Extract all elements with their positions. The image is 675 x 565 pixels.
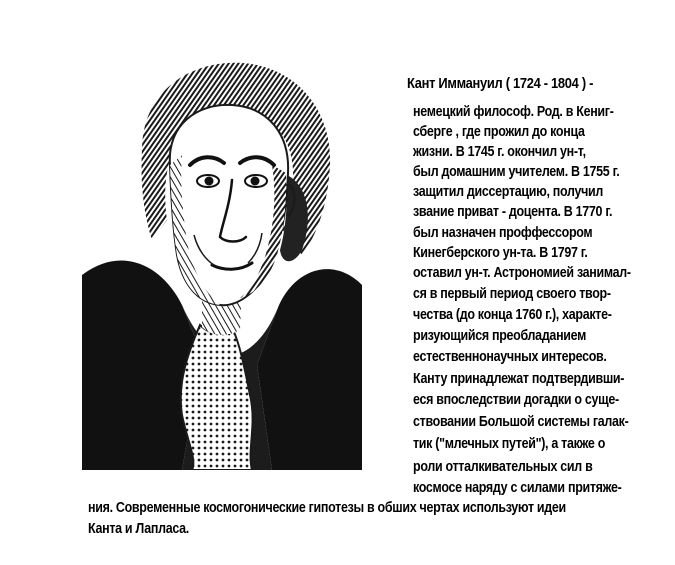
article-line: роли отталкивательных сил в [413,459,593,475]
article-heading: Кант Иммануил ( 1724 - 1804 ) - [407,75,594,92]
article-footer-line: ния. Современные космогонические гипотезы в обших чертах используют идеи [88,500,566,516]
article-line: естественнонаучных интересов. [413,349,607,365]
article-line: еся впоследствии догадки о суще- [413,392,619,408]
article-line: был назначен проффессором [413,225,593,241]
kant-portrait-icon [82,55,362,470]
article-line: защитил диссертацию, получил [413,184,604,200]
article-line: сберге , где прожил до конца [413,124,585,140]
article-line: оставил ун-т. Астрономией занимал- [413,265,631,281]
article-line: был домашним учителем. В 1755 г. [413,164,620,180]
article-line: чества (до конца 1760 г.), характе- [413,307,612,323]
article-line: звание приват - доцента. В 1770 г. [413,204,613,220]
article-line: ся в первый период своего твор- [413,286,611,302]
article-line: Кинегберского ун-та. В 1797 г. [413,245,588,261]
article-line: Канту принадлежат подтвердивши- [413,371,625,387]
article-line: немецкий философ. Род. в Кениг- [413,104,614,120]
article-line: ризующийся преобладанием [413,328,587,344]
article-line: космосе наряду с силами притяже- [413,480,622,496]
article-line: ствовании Большой системы галак- [413,414,629,430]
article-line: тик ("млечных путей"), а также о [413,436,606,452]
article-footer-line: Канта и Лапласа. [88,521,189,537]
article-line: жизни. В 1745 г. окончил ун-т, [413,144,586,160]
